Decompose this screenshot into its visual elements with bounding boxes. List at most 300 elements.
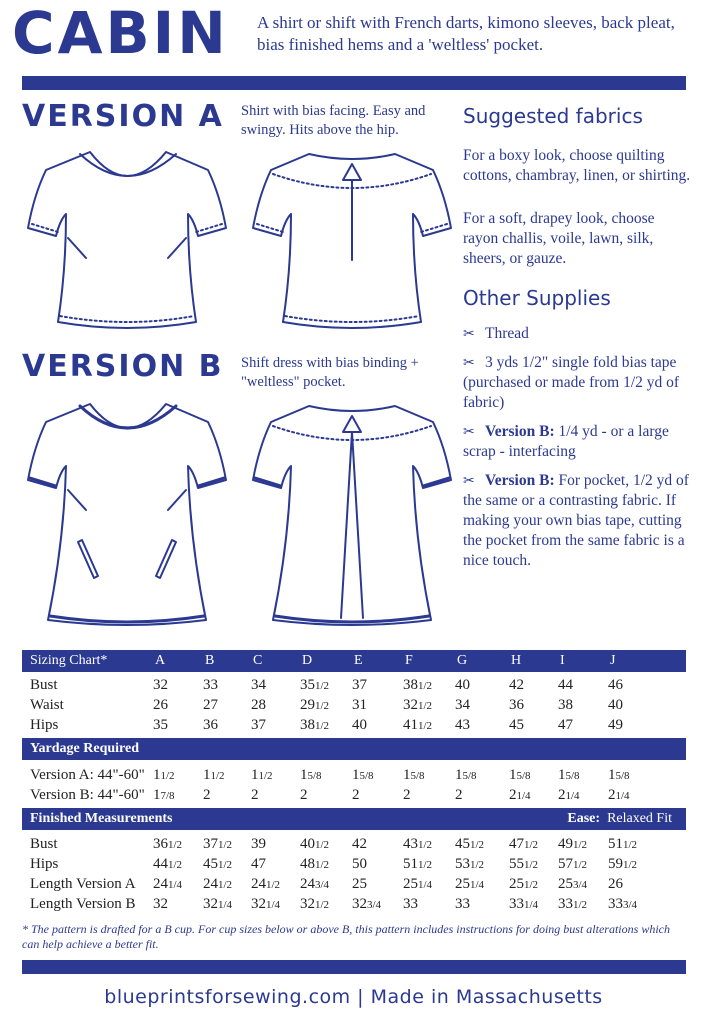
yardage-label: Yardage Required: [30, 741, 140, 756]
table-cell: [251, 695, 266, 715]
cell-whole: 24: [153, 876, 168, 892]
table-cell: [509, 695, 524, 715]
yardage-label-cell: Version A: 44"-60": [30, 767, 145, 783]
cell-whole: 41: [403, 717, 418, 733]
cell-fraction: 1/2: [258, 770, 273, 782]
cell-whole: 49: [608, 717, 623, 733]
cell-fraction: 1/4: [266, 899, 281, 911]
cell-fraction: 3/4: [623, 899, 638, 911]
cell-whole: 37: [251, 717, 266, 733]
table-cell: [300, 834, 329, 855]
cell-fraction: 1/2: [418, 839, 433, 851]
cell-whole: 33: [558, 896, 573, 912]
cell-fraction: 1/4: [615, 790, 630, 802]
table-cell: [455, 834, 484, 855]
cell-fraction: 1/2: [160, 770, 175, 782]
cell-whole: 36: [509, 697, 524, 713]
cell-whole: 32: [203, 896, 218, 912]
cell-fraction: 1/4: [418, 879, 433, 891]
table-cell: [352, 695, 367, 715]
table-cell: [300, 854, 329, 875]
table-cell: [608, 695, 623, 715]
cell-whole: 44: [153, 856, 168, 872]
table-cell: [608, 854, 637, 875]
table-row: [22, 675, 686, 695]
supply-item-text: For pocket, 1/2 yd of the same or a contrasting fabric. If making your own bias tape, cutting the pocket from the same fabric is a nice touch.: [463, 472, 689, 569]
size-column-header: A: [155, 653, 166, 668]
table-cell: [300, 874, 329, 895]
cell-whole: 2: [558, 787, 566, 803]
table-cell: [153, 675, 168, 695]
cell-fraction: 1/4: [524, 899, 539, 911]
table-cell: [153, 874, 182, 895]
table-cell: [251, 894, 280, 915]
cell-whole: 2: [455, 787, 463, 803]
cell-whole: 33: [509, 896, 524, 912]
cell-whole: 25: [352, 876, 367, 892]
table-row: [22, 834, 686, 854]
cell-whole: 38: [558, 697, 573, 713]
cell-whole: 32: [251, 896, 266, 912]
table-cell: [403, 874, 432, 895]
scissors-icon: ✂: [463, 355, 475, 371]
measurement-label: Bust: [30, 677, 58, 693]
table-row: [22, 874, 686, 894]
cell-whole: 36: [203, 717, 218, 733]
cell-fraction: 1/2: [315, 859, 330, 871]
supply-item-emphasis: Version B:: [485, 423, 555, 440]
supply-item-text: Thread: [485, 325, 529, 342]
scissors-icon: ✂: [463, 326, 475, 342]
sizing-chart-header: [22, 650, 686, 672]
size-column-header: J: [610, 653, 616, 668]
table-cell: [608, 715, 623, 735]
size-column-header: G: [457, 653, 468, 668]
cell-whole: 2: [251, 787, 259, 803]
cell-fraction: 5/8: [516, 770, 531, 782]
cell-whole: 33: [455, 896, 470, 912]
table-cell: [558, 765, 580, 786]
table-cell: [352, 765, 374, 786]
cell-whole: 39: [251, 836, 266, 852]
version-a-back-illustration: [245, 140, 460, 335]
cell-fraction: 3/4: [573, 879, 588, 891]
table-cell: [300, 715, 329, 736]
cell-whole: 2: [203, 787, 211, 803]
version-b-back-illustration: [245, 392, 460, 632]
table-row: [22, 854, 686, 874]
cell-fraction: 1/2: [418, 700, 433, 712]
cell-whole: 25: [558, 876, 573, 892]
cell-whole: 47: [251, 856, 266, 872]
version-b-front-illustration: [20, 392, 235, 632]
table-cell: [403, 854, 432, 875]
cell-fraction: 1/2: [168, 839, 183, 851]
cell-whole: 1: [403, 767, 411, 783]
table-cell: [153, 695, 168, 715]
cup-size-footnote: * The pattern is drafted for a B cup. For cup sizes below or above B, this pattern includes instructions for doing bust alterations which can help achieve a better fit.: [22, 922, 670, 951]
suggested-fabrics-heading: Suggested fabrics: [463, 104, 643, 128]
table-row: [22, 695, 686, 715]
cell-whole: 42: [509, 677, 524, 693]
table-cell: [403, 834, 432, 855]
table-cell: [251, 765, 273, 786]
yardage-header: [22, 738, 686, 760]
cell-whole: 55: [509, 856, 524, 872]
cell-whole: 1: [153, 767, 161, 783]
table-cell: [352, 834, 367, 854]
version-a-front-illustration: [20, 140, 235, 335]
cell-whole: 47: [558, 717, 573, 733]
cell-fraction: 5/8: [307, 770, 322, 782]
cell-fraction: 3/4: [315, 879, 330, 891]
cell-fraction: 1/2: [168, 859, 183, 871]
version-a-heading: VERSION A: [22, 99, 224, 134]
cell-whole: 53: [455, 856, 470, 872]
cell-whole: 40: [608, 697, 623, 713]
cell-fraction: 1/2: [315, 899, 330, 911]
cell-whole: 34: [251, 677, 266, 693]
supply-item: [463, 422, 695, 462]
finished-label-cell: Length Version A: [30, 876, 136, 892]
cell-whole: 48: [300, 856, 315, 872]
supply-item: [463, 471, 695, 571]
ease-note: [567, 808, 672, 830]
cell-whole: 51: [403, 856, 418, 872]
table-cell: [153, 834, 182, 855]
finished-measurements-label: Finished Measurements: [30, 811, 173, 826]
cell-whole: 38: [403, 677, 418, 693]
cell-whole: 24: [203, 876, 218, 892]
table-cell: [455, 695, 470, 715]
cell-fraction: 1/4: [565, 790, 580, 802]
supply-item: [463, 324, 695, 344]
cell-whole: 25: [509, 876, 524, 892]
table-cell: [455, 765, 477, 786]
table-cell: [608, 894, 637, 915]
ease-label: Ease:: [567, 811, 601, 826]
cell-fraction: 1/2: [418, 720, 433, 732]
supply-item-text: 3 yds 1/2" single fold bias tape (purchased or made from 1/2 yd of fabric): [463, 354, 680, 411]
table-cell: [203, 894, 232, 915]
size-column-header: B: [205, 653, 215, 668]
table-cell: [251, 675, 266, 695]
cell-fraction: 5/8: [615, 770, 630, 782]
table-cell: [300, 894, 329, 915]
table-cell: [203, 695, 218, 715]
cell-whole: 2: [300, 787, 308, 803]
table-cell: [153, 765, 175, 786]
cell-fraction: 1/2: [623, 859, 638, 871]
cell-whole: 49: [558, 836, 573, 852]
table-cell: [203, 874, 232, 895]
cell-whole: 27: [203, 697, 218, 713]
cell-fraction: 1/2: [218, 839, 233, 851]
cell-fraction: 1/4: [470, 879, 485, 891]
cell-whole: 50: [352, 856, 367, 872]
table-row: [22, 715, 686, 735]
top-divider: [22, 76, 686, 90]
supplies-list: [463, 324, 695, 580]
table-row: [22, 785, 686, 805]
cell-fraction: 1/2: [418, 680, 433, 692]
cell-whole: 36: [153, 836, 168, 852]
cell-whole: 40: [455, 677, 470, 693]
cell-whole: 1: [251, 767, 259, 783]
cell-whole: 2: [509, 787, 517, 803]
table-cell: [352, 715, 367, 735]
table-cell: [352, 874, 367, 894]
cell-whole: 47: [509, 836, 524, 852]
cell-whole: 26: [608, 876, 623, 892]
cell-whole: 1: [455, 767, 463, 783]
table-cell: [403, 785, 411, 805]
cell-fraction: 1/2: [218, 859, 233, 871]
other-supplies-heading: Other Supplies: [463, 286, 611, 310]
yardage-label-cell: Version B: 44"-60": [30, 787, 145, 803]
cell-fraction: 5/8: [359, 770, 374, 782]
table-cell: [608, 765, 630, 786]
finished-label-cell: Bust: [30, 836, 58, 852]
table-cell: [251, 785, 259, 805]
table-cell: [153, 894, 168, 914]
cell-fraction: 1/4: [516, 790, 531, 802]
measurement-label: Hips: [30, 717, 59, 733]
cell-whole: 2: [352, 787, 360, 803]
cell-whole: 46: [608, 677, 623, 693]
cell-fraction: 1/2: [623, 839, 638, 851]
cell-whole: 40: [352, 717, 367, 733]
table-cell: [251, 874, 280, 895]
table-cell: [203, 765, 225, 786]
table-row: [22, 765, 686, 785]
finished-label-cell: Hips: [30, 856, 59, 872]
cell-fraction: 7/8: [160, 790, 175, 802]
cell-whole: 45: [203, 856, 218, 872]
table-cell: [608, 675, 623, 695]
cell-whole: 43: [403, 836, 418, 852]
cell-whole: 44: [558, 677, 573, 693]
cell-whole: 57: [558, 856, 573, 872]
cell-whole: 32: [300, 896, 315, 912]
table-row: [22, 894, 686, 914]
cell-fraction: 1/2: [218, 879, 233, 891]
table-cell: [352, 675, 367, 695]
table-cell: [403, 894, 418, 914]
table-cell: [300, 675, 329, 696]
cell-fraction: 1/2: [266, 879, 281, 891]
table-cell: [203, 715, 218, 735]
table-cell: [455, 894, 470, 914]
bottom-divider: [22, 960, 686, 974]
cell-fraction: 1/2: [315, 720, 330, 732]
cell-whole: 24: [251, 876, 266, 892]
cell-fraction: 1/2: [470, 839, 485, 851]
cell-fraction: 1/2: [315, 839, 330, 851]
table-cell: [203, 854, 232, 875]
cell-whole: 1: [558, 767, 566, 783]
table-cell: [203, 785, 211, 805]
table-cell: [455, 785, 463, 805]
cell-whole: 43: [455, 717, 470, 733]
table-cell: [509, 854, 538, 875]
table-cell: [558, 874, 587, 895]
cell-whole: 59: [608, 856, 623, 872]
cell-whole: 25: [455, 876, 470, 892]
scissors-icon: ✂: [463, 473, 475, 489]
cell-fraction: 1/2: [524, 879, 539, 891]
table-cell: [455, 675, 470, 695]
cell-whole: 31: [352, 697, 367, 713]
table-cell: [455, 715, 470, 735]
pattern-title: CABIN: [12, 0, 229, 67]
size-column-header: H: [511, 653, 522, 668]
cell-whole: 1: [153, 787, 161, 803]
fabrics-boxy-text: For a boxy look, choose quilting cottons, chambray, linen, or shirting.: [463, 147, 691, 184]
table-cell: [455, 874, 484, 895]
table-cell: [509, 894, 538, 915]
cell-fraction: 1/2: [573, 839, 588, 851]
cell-whole: 29: [300, 697, 315, 713]
cell-whole: 38: [300, 717, 315, 733]
cell-fraction: 1/2: [315, 700, 330, 712]
table-cell: [558, 715, 573, 735]
footer-credit: blueprintsforsewing.com | Made in Massachusetts: [104, 986, 603, 1008]
cell-whole: 33: [403, 896, 418, 912]
cell-whole: 2: [403, 787, 411, 803]
sizing-chart-label: Sizing Chart*: [30, 653, 108, 668]
cell-whole: 33: [608, 896, 623, 912]
cell-fraction: 1/2: [470, 859, 485, 871]
cell-whole: 35: [300, 677, 315, 693]
table-cell: [509, 675, 524, 695]
cell-fraction: 5/8: [410, 770, 425, 782]
table-cell: [153, 785, 175, 806]
cell-fraction: 1/2: [418, 859, 433, 871]
cell-whole: 32: [352, 896, 367, 912]
cell-whole: 32: [153, 677, 168, 693]
table-cell: [300, 785, 308, 805]
cell-fraction: 1/2: [573, 899, 588, 911]
measurement-label: Waist: [30, 697, 64, 713]
table-cell: [608, 785, 630, 806]
size-column-header: C: [253, 653, 263, 668]
table-cell: [558, 675, 573, 695]
cell-whole: 1: [203, 767, 211, 783]
scissors-icon: ✂: [463, 424, 475, 440]
cell-whole: 32: [153, 896, 168, 912]
cell-fraction: 5/8: [565, 770, 580, 782]
cell-whole: 1: [608, 767, 616, 783]
table-cell: [509, 834, 538, 855]
cell-whole: 34: [455, 697, 470, 713]
table-cell: [455, 854, 484, 875]
table-cell: [300, 695, 329, 716]
table-cell: [403, 695, 432, 716]
cell-fraction: 1/2: [524, 859, 539, 871]
cell-whole: 37: [203, 836, 218, 852]
table-cell: [608, 834, 637, 855]
cell-fraction: 1/2: [524, 839, 539, 851]
cell-fraction: 3/4: [367, 899, 382, 911]
table-cell: [251, 854, 266, 874]
cell-whole: 26: [153, 697, 168, 713]
cell-fraction: 1/2: [315, 680, 330, 692]
fabrics-drapey-text: For a soft, drapey look, choose rayon challis, voile, lawn, silk, sheers, or gauze.: [463, 210, 655, 267]
table-cell: [153, 715, 168, 735]
cell-whole: 32: [403, 697, 418, 713]
ease-value: Relaxed Fit: [607, 811, 672, 826]
supply-item-text: 1/4 yd - or a large scrap - interfacing: [463, 423, 669, 460]
cell-whole: 37: [352, 677, 367, 693]
table-cell: [300, 765, 322, 786]
table-cell: [352, 894, 381, 915]
size-column-header: D: [302, 653, 313, 668]
pattern-tagline: A shirt or shift with French darts, kimono sleeves, back pleat, bias finished hems and a 'weltless' pocket.: [257, 13, 675, 54]
cell-whole: 28: [251, 697, 266, 713]
table-cell: [608, 874, 623, 894]
size-column-header: F: [405, 653, 413, 668]
version-a-description: Shirt with bias facing. Easy and swingy. Hits above the hip.: [241, 103, 426, 138]
table-cell: [558, 894, 587, 915]
cell-whole: 35: [153, 717, 168, 733]
table-cell: [509, 785, 531, 806]
table-cell: [352, 785, 360, 805]
table-cell: [403, 675, 432, 696]
cell-whole: 1: [352, 767, 360, 783]
cell-whole: 24: [300, 876, 315, 892]
table-cell: [509, 874, 538, 895]
version-b-description: Shift dress with bias binding + "weltless" pocket.: [241, 355, 419, 390]
cell-fraction: 1/2: [210, 770, 225, 782]
table-cell: [203, 675, 218, 695]
table-cell: [558, 834, 587, 855]
table-cell: [558, 854, 587, 875]
cell-fraction: 5/8: [462, 770, 477, 782]
cell-fraction: 1/4: [218, 899, 233, 911]
cell-whole: 25: [403, 876, 418, 892]
cell-whole: 2: [608, 787, 616, 803]
cell-whole: 45: [455, 836, 470, 852]
finished-label-cell: Length Version B: [30, 896, 136, 912]
table-cell: [558, 785, 580, 806]
table-cell: [403, 765, 425, 786]
cell-whole: 33: [203, 677, 218, 693]
table-cell: [558, 695, 573, 715]
cell-fraction: 1/2: [573, 859, 588, 871]
table-cell: [251, 834, 266, 854]
size-column-header: I: [560, 653, 565, 668]
cell-fraction: 1/4: [168, 879, 183, 891]
table-cell: [203, 834, 232, 855]
table-cell: [403, 715, 432, 736]
supply-item: [463, 353, 695, 413]
table-cell: [153, 854, 182, 875]
cell-whole: 42: [352, 836, 367, 852]
cell-whole: 45: [509, 717, 524, 733]
table-cell: [509, 715, 524, 735]
cell-whole: 1: [509, 767, 517, 783]
cell-whole: 1: [300, 767, 308, 783]
table-cell: [352, 854, 367, 874]
version-b-heading: VERSION B: [22, 349, 224, 384]
cell-whole: 51: [608, 836, 623, 852]
table-cell: [509, 765, 531, 786]
finished-measurements-header: [22, 808, 686, 830]
cell-whole: 40: [300, 836, 315, 852]
table-cell: [251, 715, 266, 735]
supply-item-emphasis: Version B:: [485, 472, 555, 489]
